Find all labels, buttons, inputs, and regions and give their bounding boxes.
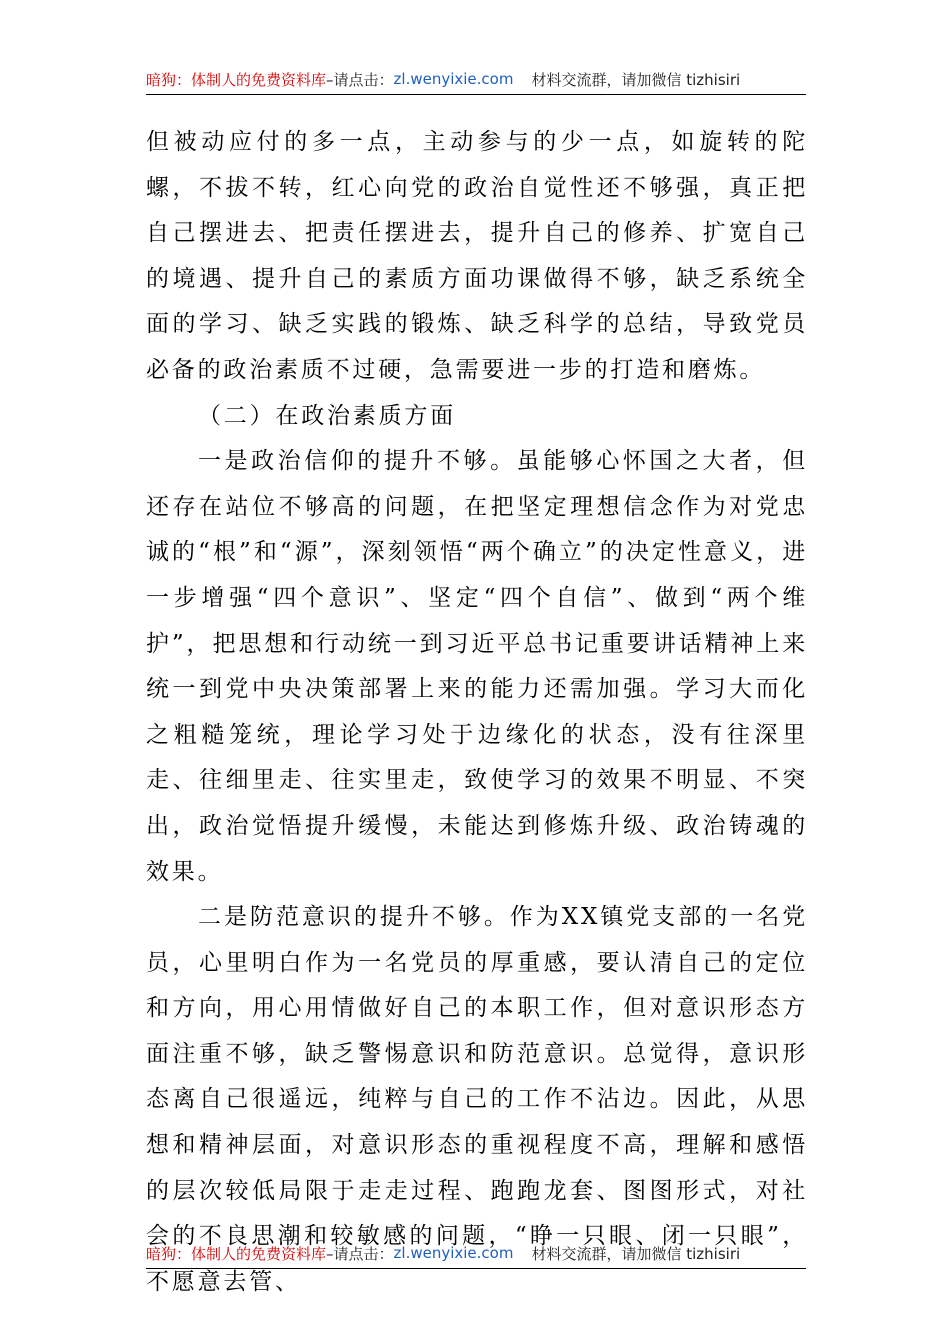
document-body xyxy=(146,120,808,1305)
footer-url-link[interactable]: zl.wenyixie.com xyxy=(393,1244,514,1262)
section-heading: （二）在政治素质方面 xyxy=(198,402,456,429)
header-click-label: –请点击： xyxy=(326,70,394,89)
header-brand-text: 暗狗：体制人的免费资料库 xyxy=(146,70,327,89)
header-url-link[interactable]: zl.wenyixie.com xyxy=(393,70,514,88)
paragraph-continuation: 但被动应付的多一点，主动参与的少一点，如旋转的陀螺，不拔不转，红心向党的政治自觉性还不够强，真正把自己摆进去、把责任摆进去，提升自己的修养、扩宽自己的境遇、提升自己的素质方面功课做得不够，缺乏系统全面的学习、缺乏实践的锻炼、缺乏科学的总结，导致党员必备的政治素质不过硬，急需要进一步的打造和磨炼。 xyxy=(146,129,808,383)
paragraph-prevention-awareness: 二是防范意识的提升不够。作为XX镇党支部的一名党员，心里明白作为一名党员的厚重感，要认清自己的定位和方向，用心用情做好自己的本职工作，但对意识形态方面注重不够，缺乏警惕意识和防范意识。总觉得，意识形态离自己很遥远，纯粹与自己的工作不沾边。因此，从思想和精神层面，对意识形态的重视程度不高，理解和感悟的层次较低局限于走走过程、跑跑龙套、图图形式，对社会的不良思潮和较敏感的问题，“睁一只眼、闭一只眼”，不愿意去管、 xyxy=(146,904,808,1295)
footer-click-label: –请点击： xyxy=(326,1244,394,1263)
page-header-banner xyxy=(146,64,806,95)
header-group-text: 材料交流群，请加微信 tizhisiri xyxy=(531,70,741,89)
page-footer-banner xyxy=(146,1238,806,1269)
footer-brand-text: 暗狗：体制人的免费资料库 xyxy=(146,1244,327,1263)
footer-group-text: 材料交流群，请加微信 tizhisiri xyxy=(531,1244,741,1263)
paragraph-political-belief: 一是政治信仰的提升不够。虽能够心怀国之大者，但还存在站位不够高的问题，在把坚定理想信念作为对党忠诚的“根”和“源”，深刻领悟“两个确立”的决定性意义，进一步增强“四个意识”、坚定“四个自信”、做到“两个维护”，把思想和行动统一到习近平总书记重要讲话精神上来统一到党中央决策部署上来的能力还需加强。学习大而化之粗糙笼统，理论学习处于边缘化的状态，没有往深里走、往细里走、往实里走，致使学习的效果不明显、不突出，政治觉悟提升缓慢，未能达到修炼升级、政治铸魂的效果。 xyxy=(146,448,808,885)
